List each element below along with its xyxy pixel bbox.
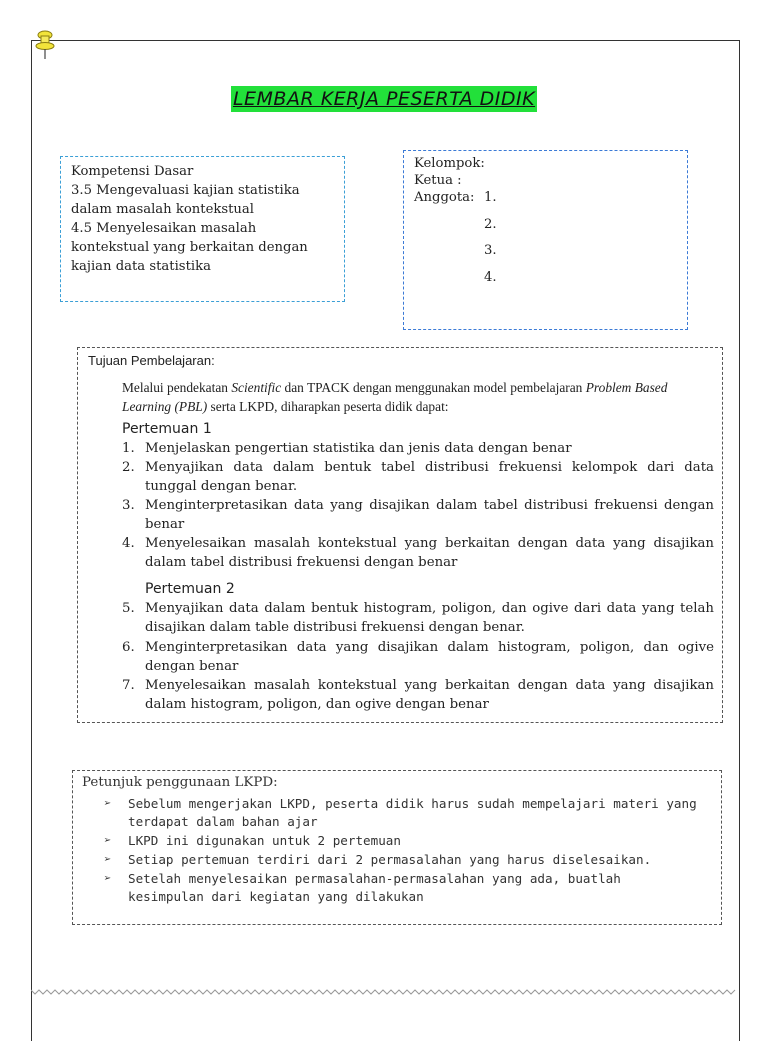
- petunjuk-box: [72, 770, 722, 925]
- kompetensi-heading: Kompetensi Dasar: [71, 164, 194, 179]
- objective-item: 2. Menyajikan data dalam bentuk tabel distribusi frekuensi kelompok dari data tunggal dengan benar.: [122, 460, 714, 494]
- objective-item: 1. Menjelaskan pengertian statistika dan jenis data dengan benar: [122, 441, 572, 456]
- anggota-number: 2.: [484, 216, 497, 232]
- anggota-number: 1.: [484, 190, 497, 205]
- anggota-label: Anggota:: [414, 190, 475, 205]
- pbl-term: Problem Based Learning (PBL): [122, 380, 668, 414]
- kompetensi-line: 4.5 Menyelesaikan masalah: [71, 221, 257, 236]
- arrowhead-bullet-icon: ➢: [104, 796, 112, 810]
- kelompok-box: [403, 150, 688, 330]
- anggota-row: [414, 189, 677, 295]
- pertemuan-2-title: Pertemuan 2: [145, 581, 235, 597]
- tujuan-intro: Melalui pendekatan Scientific dan TPACK dengan menggunakan model pembelajaran Problem Based Learning (PBL) serta LKPD, diharapkan peserta didik dapat:: [122, 380, 668, 414]
- objective-item: 3. Menginterpretasikan data yang disajikan dalam tabel distribusi frekuensi dengan benar: [122, 498, 714, 532]
- arrowhead-bullet-icon: ➢: [104, 833, 112, 847]
- pushpin-icon: [34, 30, 56, 60]
- kompetensi-line: 3.5 Mengevaluasi kajian statistika: [71, 183, 300, 198]
- torn-edge-divider: [31, 984, 738, 998]
- kelompok-label: Kelompok:: [414, 156, 485, 171]
- ketua-label: Ketua :: [414, 173, 462, 188]
- kompetensi-dasar-box: [60, 156, 345, 302]
- kompetensi-line: dalam masalah kontekstual: [71, 202, 255, 217]
- petunjuk-heading: Petunjuk penggunaan LKPD:: [82, 775, 278, 790]
- petunjuk-item: ➢ Setiap pertemuan terdiri dari 2 permasalahan yang harus diselesaikan.: [104, 852, 652, 867]
- petunjuk-item: ➢ Sebelum mengerjakan LKPD, peserta didik harus sudah mempelajari materi yang terdapat dalam bahan ajar: [104, 796, 697, 829]
- anggota-number: 3.: [484, 243, 497, 258]
- objective-item: 4. Menyelesaikan masalah kontekstual yang berkaitan dengan data yang disajikan dalam tabel distribusi frekuensi dengan benar: [122, 536, 714, 570]
- tujuan-pembelajaran-box: [77, 347, 723, 723]
- tujuan-heading: Tujuan Pembelajaran:: [88, 353, 215, 368]
- scientific-term: Scientific: [231, 380, 282, 395]
- anggota-number: 4.: [484, 269, 497, 285]
- pertemuan-1-title: Pertemuan 1: [122, 421, 212, 437]
- petunjuk-item: ➢ LKPD ini digunakan untuk 2 pertemuan: [104, 833, 401, 848]
- anggota-list: [484, 189, 497, 295]
- arrowhead-bullet-icon: ➢: [104, 852, 112, 866]
- page-title: LEMBAR KERJA PESERTA DIDIK: [232, 88, 536, 110]
- objective-item: 7. Menyelesaikan masalah kontekstual yang berkaitan dengan data yang disajikan dalam histogram, poligon, dan ogive dengan benar: [122, 678, 714, 712]
- kompetensi-line: kajian data statistika: [71, 259, 211, 274]
- arrowhead-bullet-icon: ➢: [104, 871, 112, 885]
- petunjuk-item: ➢ Setelah menyelesaikan permasalahan-permasalahan yang ada, buatlah kesimpulan dari kegiatan yang dilakukan: [104, 871, 621, 904]
- objective-item: 6. Menginterpretasikan data yang disajikan dalam histogram, poligon, dan ogive dengan benar: [122, 640, 714, 674]
- objective-item: 5. Menyajikan data dalam bentuk histogram, poligon, dan ogive dari data yang telah disajikan dalam table distribusi frekuensi dengan benar.: [122, 601, 714, 635]
- kompetensi-line: kontekstual yang berkaitan dengan: [71, 240, 308, 255]
